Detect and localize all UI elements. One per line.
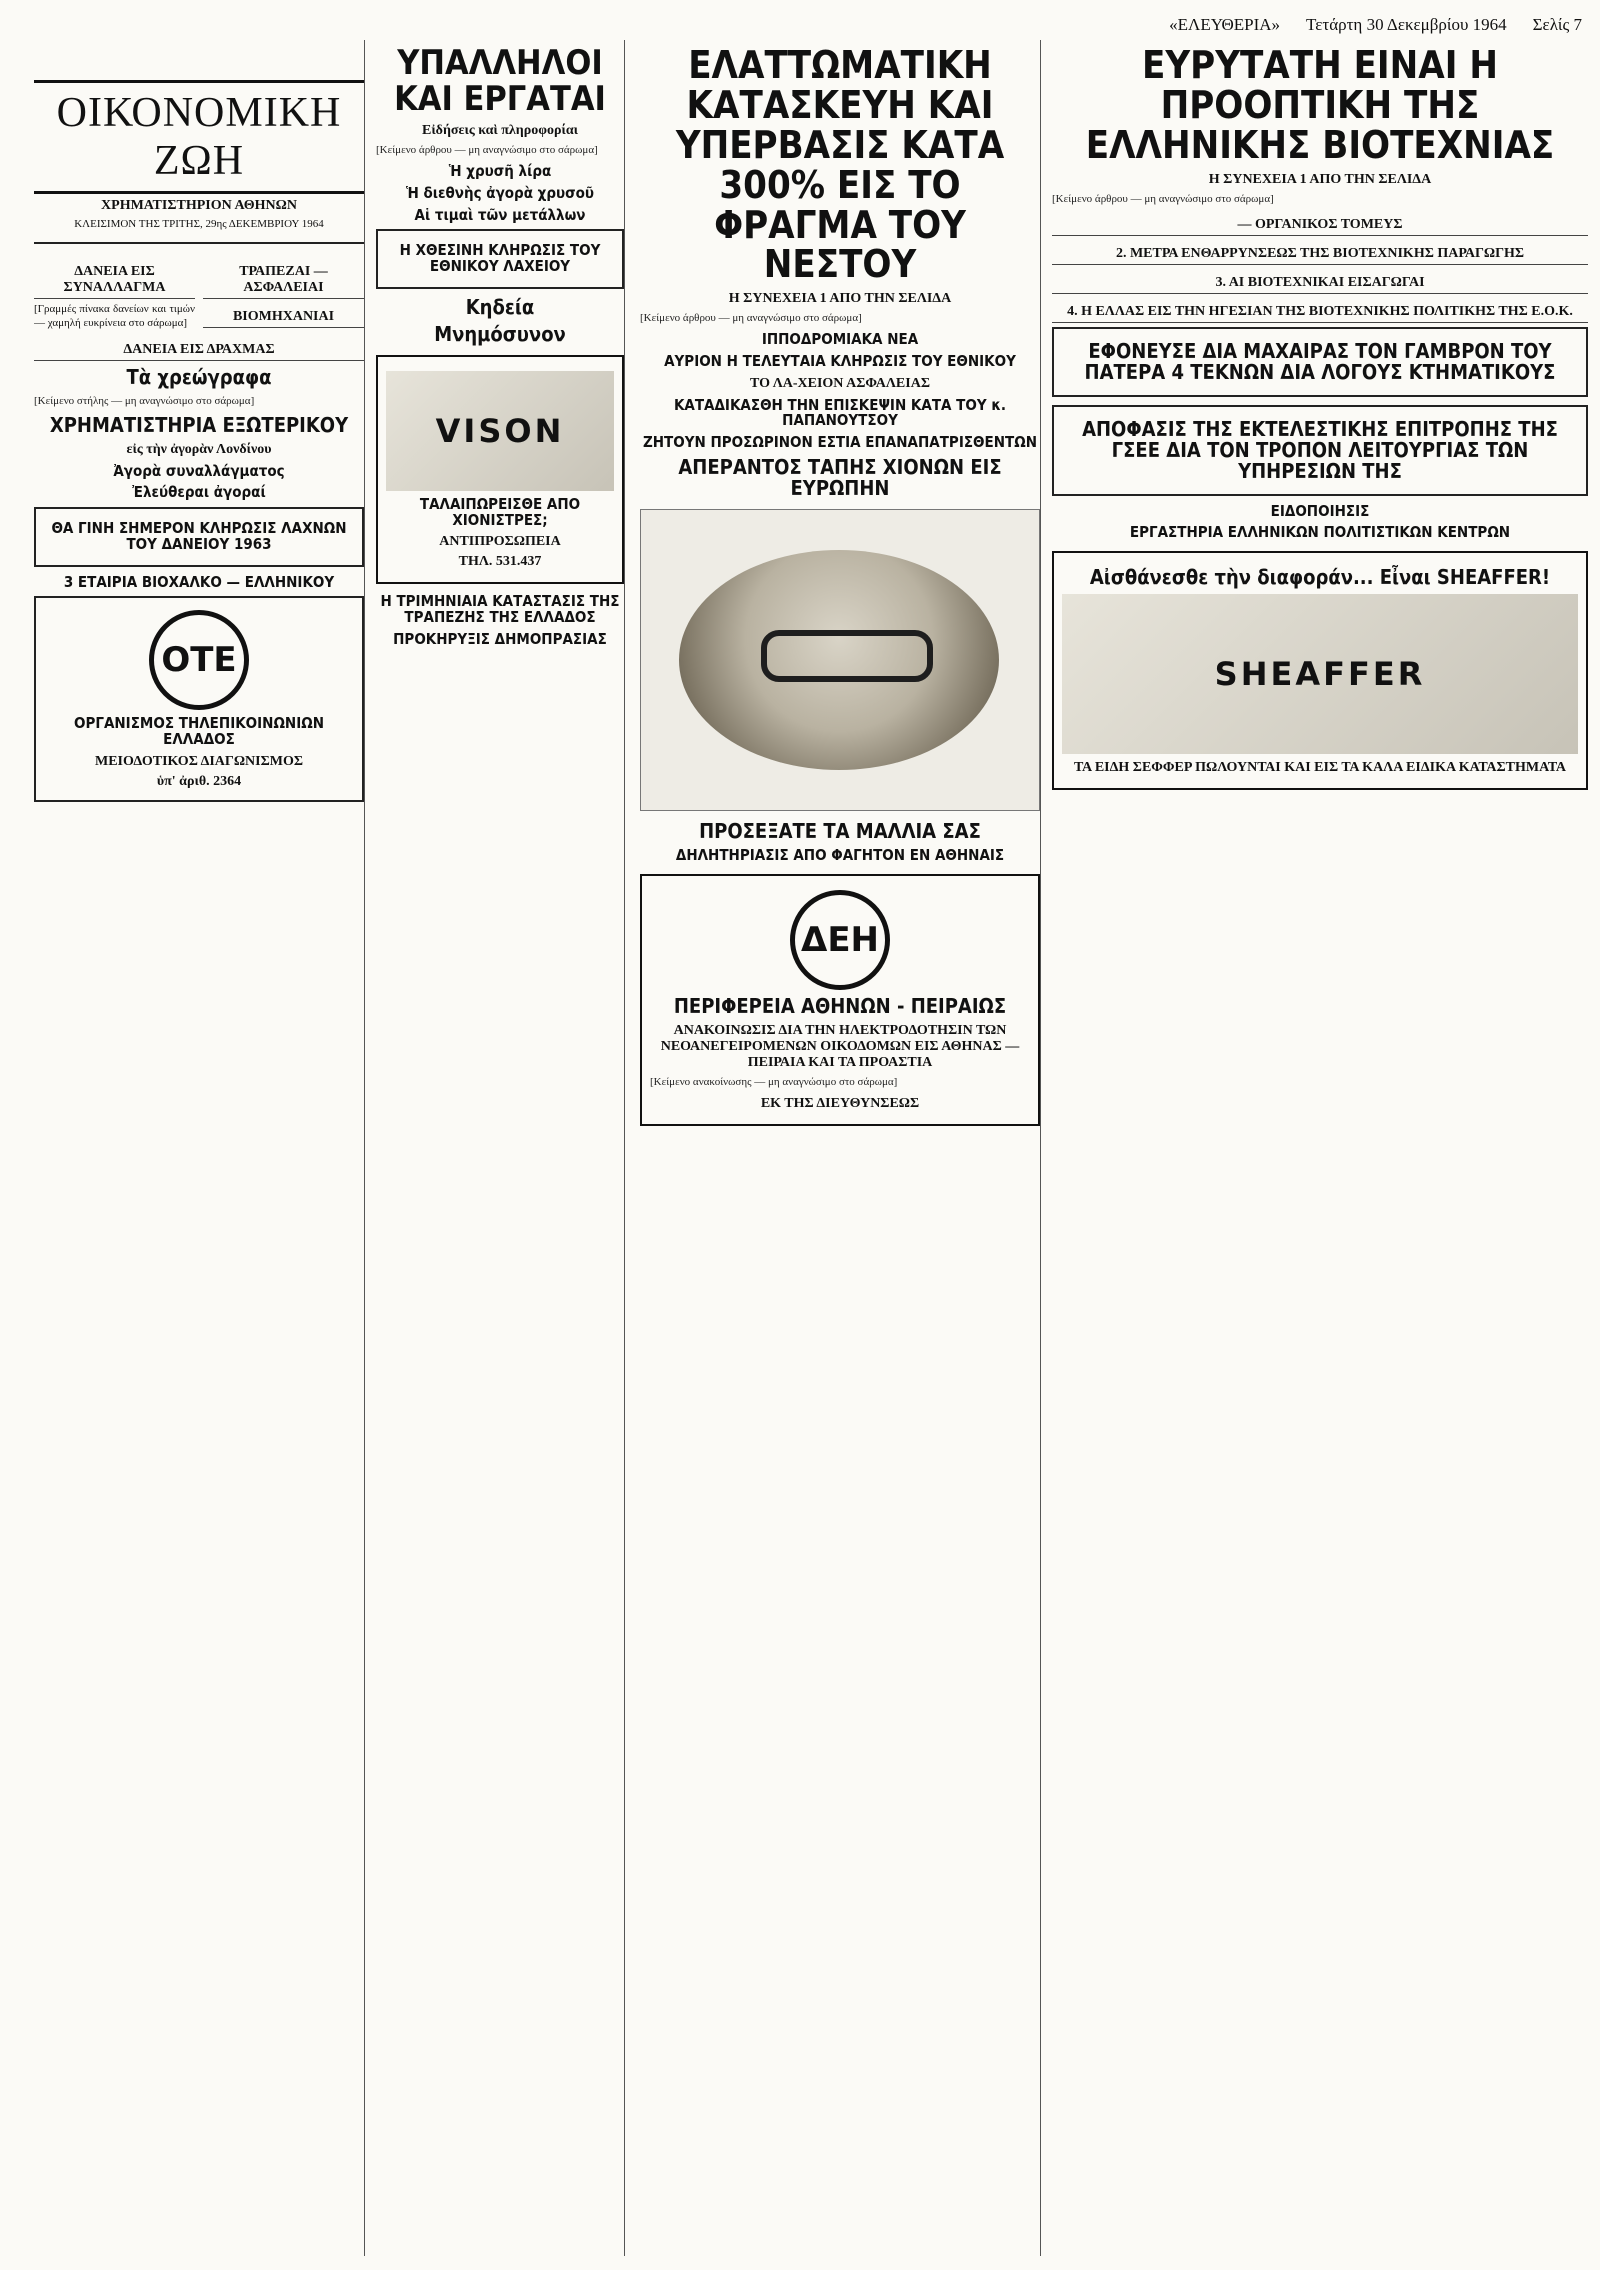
repatriates-title: ΖΗΤΟΥΝ ΠΡΟΣΩΡΙΝΟΝ ΕΣΤΙΑ ΕΠΑΝΑΠΑΤΡΙΣΘΕΝΤΩΝ [642,433,1038,452]
snow-title: ΑΠΕΡΑΝΤΟΣ ΤΑΠΗΣ ΧΙΟΝΩΝ ΕΙΣ ΕΥΡΩΠΗΝ [678,454,1002,500]
securities-title: Τὰ χρεώγραφα [126,364,272,389]
ote-name: ΟΡΓΑΝΙΣΜΟΣ ΤΗΛΕΠΙΚΟΙΝΩΝΙΩΝ ΕΛΛΑΔΟΣ [73,714,324,749]
lottery-draw-title: ΘΑ ΓΙΝΗ ΣΗΜΕΡΟΝ ΚΛΗΡΩΣΙΣ ΛΑΧΝΩΝ ΤΟΥ ΔΑΝΕΙΟΥ 1963 [51,519,347,553]
free-market-title: Ἐλεύθεραι ἀγοραί [132,483,266,502]
securities-body: [Κείμενο στήλης — μη αναγνώσιμο στο σάρωμα] [34,394,255,407]
industry-section-a: — ΟΡΓΑΝΙΚΟΣ ΤΟΜΕΥΣ [1052,217,1588,236]
sheaffer-brand: SHEAFFER [1214,655,1426,694]
sheaffer-pen-image [1062,594,1578,754]
intl-gold-title: Ἡ διεθνὴς ἀγορὰ χρυσοῦ [405,183,595,202]
issue-date: Τετάρτη 30 Δεκεμβρίου 1964 [1306,15,1507,34]
gsee-title: ΑΠΟΦΑΣΙΣ ΤΗΣ ΕΚΤΕΛΕΣΤΙΚΗΣ ΕΠΙΤΡΟΠΗΣ ΤΗΣ ΓΣΕΕ ΔΙΑ ΤΟΝ ΤΡΟΠΟΝ ΛΕΙΤΟΥΡΓΙΑΣ ΤΩΝ ΥΠΗΡΕΣΙΩΝ ΤΗΣ [1082,416,1558,483]
dei-sign: ΕΚ ΤΗΣ ΔΙΕΥΘΥΝΣΕΩΣ [760,1095,920,1111]
ote-tender: ΜΕΙΟΔΟΤΙΚΟΣ ΔΙΑΓΩΝΙΣΜΟΣ [94,753,303,769]
industry-cont: Η ΣΥΝΕΧΕΙΑ 1 ΑΠΟ ΤΗΝ ΣΕΛΙΔΑ [1208,171,1432,187]
column-workers [376,40,625,2256]
vison-ad-phone: ΤΗΛ. 531.437 [458,554,542,570]
industry-section-b: 2. ΜΕΤΡΑ ΕΝΘΑΡΡΥΝΣΕΩΣ ΤΗΣ ΒΙΟΤΕΧΝΙΚΗΣ ΠΑΡΑΓΩΓΗΣ [1052,246,1588,265]
lottery-results-box [376,229,624,289]
foreign-exchange-sub: εἰς τὴν ἀγορὰν Λονδίνου [126,441,272,457]
forex-title: Ἀγορὰ συναλλάγματος [113,461,285,480]
metals-title: Αἱ τιμαὶ τῶν μετάλλων [414,205,586,224]
ote-logo: ΟΤΕ [149,610,249,710]
auction-title: ΠΡΟΚΗΡΥΞΙΣ ΔΗΜΟΠΡΑΣΙΑΣ [393,629,607,648]
funerals-title: Κηδεία [465,294,535,319]
dei-title: ΠΕΡΙΦΕΡΕΙΑ ΑΘΗΝΩΝ - ΠΕΙΡΑΙΩΣ [673,993,1007,1018]
memorial-title: Μνημόσυνον [434,321,566,346]
dei-notice [640,874,1040,1126]
papanoutsos-title: ΚΑΤΑΔΙΚΑΣΘΗ ΤΗΝ ΕΠΙΣΚΕΨΙΝ ΚΑΤΑ ΤΟΥ κ. ΠΑΠΑΝΟΥΤΣΟΥ [673,395,1007,430]
drachma-loans-header: ΔΑΝΕΙΑ ΕΙΣ ΔΡΑΧΜΑΣ [34,342,364,361]
lottery-tomorrow-sub: ΤΟ ΛΑ-ΧΕΙΟΝ ΑΣΦΑΛΕΙΑΣ [750,375,930,391]
murder-title: ΕΦΟΝΕΥΣΕ ΔΙΑ ΜΑΧΑΙΡΑΣ ΤΟΝ ΓΑΜΒΡΟΝ ΤΟΥ ΠΑΤΕΡΑ 4 ΤΕΚΝΩΝ ΔΙΑ ΛΟΓΟΥΣ ΚΤΗΜΑΤΙΚΟΥΣ [1084,338,1556,384]
loans-fx-header: ΔΑΝΕΙΑ ΕΙΣ ΣΥΝΑΛΛΑΓΜΑ [34,264,195,299]
ote-tender-no: ὑπ' ἀριθ. 2364 [156,773,242,789]
vison-ad-title: ΤΑΛΑΙΠΩΡΕΙΣΘΕ ΑΠΟ ΧΙΟΝΙΣΤΡΕΣ; [419,494,581,529]
dei-body: [Κείμενο ανακοίνωσης — μη αναγνώσιμο στο σάρωμα] [650,1075,898,1088]
sheaffer-ad [1052,551,1588,790]
nestos-cont: Η ΣΥΝΕΧΕΙΑ 1 ΑΠΟ ΤΗΝ ΣΕΛΙΔΑ [728,291,952,307]
exchange-title: ΧΡΗΜΑΤΙΣΤΗΡΙΟΝ ΑΘΗΝΩΝ [101,198,297,213]
industry-body: [Κείμενο άρθρου — μη αναγνώσιμο στο σάρωμα] [1052,192,1274,205]
lottery-draw-box [34,507,364,567]
workers-sub: Εἰδήσεις καὶ πληροφορίαι [422,123,578,139]
masthead [1010,12,1582,38]
industry-section-d: 4. Η ΕΛΛΑΣ ΕΙΣ ΤΗΝ ΗΓΕΣΙΑΝ ΤΗΣ ΒΙΟΤΕΧΝΙΚΗΣ ΠΟΛΙΤΙΚΗΣ ΤΗΣ Ε.Ο.Κ. [1052,304,1588,323]
column-economic [34,40,365,2256]
ote-box [34,596,364,802]
hippodrome-title: ΙΠΠΟΔΡΟΜΙΑΚΑ ΝΕΑ [761,330,919,349]
page-number: Σελίς 7 [1532,15,1582,34]
sheaffer-tagline: Αἰσθάνεσθε τὴν διαφοράν... Εἶναι SHEAFFER! [1089,565,1551,590]
viochalko-title: 3 ΕΤΑΙΡΙΑ ΒΙΟΧΑΛΚΟ — ΕΛΛΗΝΙΚΟΥ [63,572,335,591]
lottery-note-title: ΕΡΓΑΣΤΗΡΙΑ ΕΛΛΗΝΙΚΩΝ ΠΟΛΙΤΙΣΤΙΚΩΝ ΚΕΝΤΡΩΝ [1129,523,1511,542]
vison-ad [376,355,624,585]
gsee-box [1052,405,1588,496]
section-title-economy: ΟΙΚΟΝΟΜΙΚΗ ΖΩΗ [34,80,364,194]
murder-box [1052,327,1588,397]
gold-title: Ἡ χρυσῆ λίρα [448,162,552,181]
paper-name: «ΕΛΕΥΘΕΡΙΑ» [1169,15,1281,34]
exchange-closing: ΚΛΕΙΣΙΜΟΝ ΤΗΣ ΤΡΙΤΗΣ, 29ης ΔΕΚΕΜΒΡΙΟΥ 1964 [74,218,324,230]
workers-headline: ΥΠΑΛΛΗΛΟΙ ΚΑΙ ΕΡΓΑΤΑΙ [394,43,606,119]
hair-ad-portrait [640,509,1040,811]
vison-ad-contact: ΑΝΤΙΠΡΟΣΩΠΕΙΑ [439,534,561,550]
banks-header: ΤΡΑΠΕΖΑΙ — ΑΣΦΑΛΕΙΑΙ [203,264,364,299]
foreign-exchange-title: ΧΡΗΜΑΤΙΣΤΗΡΙΑ ΕΞΩΤΕΡΙΚΟΥ [49,412,349,437]
hair-ad-caption: ΠΡΟΣΕΞΑΤΕ ΤΑ ΜΑΛΛΙΑ ΣΑΣ [699,818,981,843]
obituary-title: ΕΙΔΟΠΟΙΗΣΙΣ [1270,501,1370,520]
column-industry [1052,40,1588,2256]
loans-fx-table: [Γραμμές πίνακα δανείων και τιμών — χαμηλή ευκρίνεια στο σάρωμα] [34,302,195,329]
industry-headline: ΕΥΡΥΤΑΤΗ ΕΙΝΑΙ Η ΠΡΟΟΠΤΙΚΗ ΤΗΣ ΕΛΛΗΝΙΚΗΣ ΒΙΟΤΕΧΝΙΑΣ [1085,43,1555,167]
workers-body: [Κείμενο άρθρου — μη αναγνώσιμο στο σάρωμα] [376,144,598,157]
lottery-results-title: Η ΧΘΕΣΙΝΗ ΚΛΗΡΩΣΙΣ ΤΟΥ ΕΘΝΙΚΟΥ ΛΑΧΕΙΟΥ [399,241,601,276]
dei-sub: ΑΝΑΚΟΙΝΩΣΙΣ ΔΙΑ ΤΗΝ ΗΛΕΚΤΡΟΔΟΤΗΣΙΝ ΤΩΝ ΝΕΟΑΝΕΓΕΙΡΟΜΕΝΩΝ ΟΙΚΟΔΟΜΩΝ ΕΙΣ ΑΘΗΝΑΣ — ΠΕΙΡΑΙΑ ΚΑΙ ΤΑ ΠΡΟΑΣΤΙΑ [660,1022,1020,1070]
vison-ad-image: VISON [386,371,614,491]
industries-header: ΒΙΟΜΗΧΑΝΙΑΙ [203,309,364,328]
food-poisoning-title: ΔΗΛΗΤΗΡΙΑΣΙΣ ΑΠΟ ΦΑΓΗΤΟΝ ΕΝ ΑΘΗΝΑΙΣ [675,845,1005,864]
nestos-headline: ΕΛΑΤΤΩΜΑΤΙΚΗ ΚΑΤΑΣΚΕΥΗ ΚΑΙ ΥΠΕΡΒΑΣΙΣ ΚΑΤΑ 300% ΕΙΣ ΤΟ ΦΡΑΓΜΑ ΤΟΥ ΝΕΣΤΟΥ [675,43,1005,287]
nestos-body: [Κείμενο άρθρου — μη αναγνώσιμο στο σάρωμα] [640,312,862,325]
sheaffer-footer: ΤΑ ΕΙΔΗ ΣΕΦΦΕΡ ΠΩΛΟΥΝΤΑΙ ΚΑΙ ΕΙΣ ΤΑ ΚΑΛΑ ΕΙΔΙΚΑ ΚΑΤΑΣΤΗΜΑΤΑ [1074,760,1566,776]
dei-logo: ΔΕΗ [790,890,890,990]
bank-status-title: Η ΤΡΙΜΗΝΙΑΙΑ ΚΑΤΑΣΤΑΣΙΣ ΤΗΣ ΤΡΑΠΕΖΗΣ ΤΗΣ ΕΛΛΑΔΟΣ [380,592,620,627]
column-nestos [640,40,1041,2256]
industry-section-c: 3. ΑΙ ΒΙΟΤΕΧΝΙΚΑΙ ΕΙΣΑΓΩΓΑΙ [1052,275,1588,294]
lottery-tomorrow-title: ΑΥΡΙΟΝ Η ΤΕΛΕΥΤΑΙΑ ΚΛΗΡΩΣΙΣ ΤΟΥ ΕΘΝΙΚΟΥ [664,351,1016,370]
